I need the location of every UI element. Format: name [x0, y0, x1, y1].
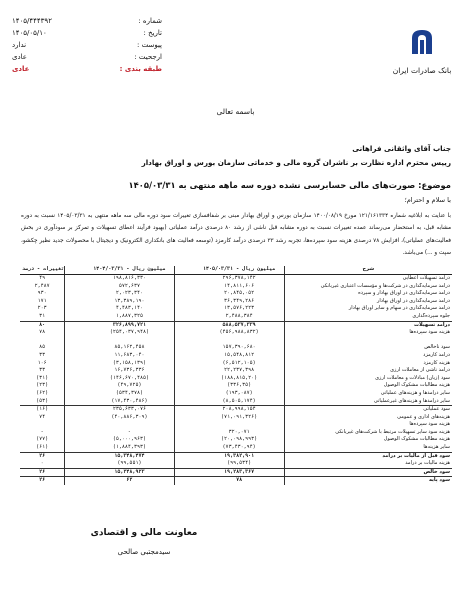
row-value-previous: (۱,۸۸۴,۳۹۳)	[85, 444, 175, 452]
row-title: جلوه سپرده‌گذاری	[412, 312, 450, 319]
row-value-previous: ۲,۰۲۳,۳۴۰	[85, 290, 175, 298]
table-row	[20, 352, 452, 360]
row-value-previous: ۵۷۲,۶۳۷	[85, 283, 175, 291]
meta-label: تاریخ :	[143, 29, 162, 37]
row-change-percent: ۱۷۱	[20, 298, 65, 306]
meta-row	[12, 51, 162, 63]
row-title: درآمد تسهیلات	[284, 321, 452, 329]
row-title: سود (زیان) مبادلات و معاملات ارزی	[375, 374, 450, 381]
table-row	[20, 375, 452, 383]
meta-label: شماره :	[138, 17, 162, 25]
row-title: سود عملیاتی	[284, 406, 452, 414]
row-change-percent: (۶۲)	[20, 390, 65, 398]
table-row	[20, 460, 452, 468]
meta-row	[12, 39, 162, 51]
row-value-previous: -	[85, 429, 175, 437]
row-value-current: (۶,۵۱۲,۱۰۵)	[195, 360, 285, 368]
row-value-previous: (۱۷,۴۳۰,۴۸۶)	[85, 398, 175, 406]
row-value-previous: ۱۵,۲۴۸,۹۲۳	[85, 468, 175, 477]
row-value-previous: ۳۲۶,۸۹۹,۷۲۱	[85, 321, 175, 329]
table-row	[20, 390, 452, 398]
row-value-current: (۷۱,۰۹۱,۳۲۶)	[195, 414, 285, 422]
row-title: درآمد سرمایه‌گذاری در اوراق بهادار و سپرده	[358, 290, 450, 297]
row-title: سود قبل از مالیات بر درآمد	[284, 452, 452, 460]
table-row	[20, 398, 452, 406]
row-title: هزینه کارمزد	[423, 359, 450, 366]
row-change-percent: ۳۳	[20, 367, 65, 375]
col-header-change: تغییرات - درصد	[20, 266, 65, 275]
row-title: درآمد سرمایه‌گذاری در اوراق بهادار	[376, 297, 450, 304]
bank-saderat-logo-icon	[406, 26, 438, 58]
row-title	[284, 337, 452, 345]
row-change-percent: ۰	[20, 460, 65, 468]
meta-row	[12, 63, 162, 75]
row-title: درآمد سرمایه‌گذاری در شرکت‌ها و مؤسسات اعتباری غیربانکی	[320, 282, 450, 289]
meta-value: ۱۴۰۵/۰۵/۱۰	[12, 29, 47, 37]
row-value-current: ۳۶,۳۴۹,۲۸۶	[195, 298, 285, 306]
table-row	[20, 283, 452, 291]
letter-subject: موضوع: صورت‌های مالی حسابرسی نشده دوره سه ماهه منتهی به ۱۴۰۵/۰۳/۳۱	[128, 180, 451, 190]
table-row	[20, 452, 452, 460]
row-value-current: ۱۹,۲۸۳,۳۶۷	[195, 468, 285, 477]
row-value-previous: (۹۹,۵۵۱)	[85, 460, 175, 468]
row-value-current: ۱۴,۸۱۱,۶۰۶	[195, 283, 285, 291]
row-value-previous: ۴,۴۸۳,۱۴۰	[85, 305, 175, 313]
financial-table-wrap	[20, 266, 452, 485]
signature-name: سیدمجتبی صالحی	[117, 548, 171, 556]
table-row	[20, 444, 452, 452]
row-value-current: ۷۸	[195, 477, 285, 485]
row-value-previous: ۲۳۵,۶۳۳,۰۷۶	[85, 406, 175, 414]
row-value-previous: ۸۵,۱۶۲,۴۵۸	[85, 344, 175, 352]
table-row	[20, 313, 452, 321]
row-change-percent: ۱۰۶	[20, 360, 65, 368]
addressee-name: جناب آقای واثقانی فراهانی	[352, 144, 451, 153]
row-change-percent: ۸۰	[20, 321, 65, 329]
row-title: درآمد تسهیلات اعطایی	[402, 275, 450, 281]
row-value-current: ۲۰,۸۴۵,۰۵۲	[195, 290, 285, 298]
meta-row	[12, 15, 162, 27]
row-value-current: (۲۰,۰۹۸,۹۹۳)	[195, 436, 285, 444]
row-value-current: (۸,۵۰۵,۱۷۴)	[195, 398, 285, 406]
addressee-title: رییس محترم اداره نظارت بر ناشران گروه مالی و خدماتی سازمان بورس و اوراق بهادار	[141, 158, 451, 167]
row-change-percent: ۲۶	[20, 477, 65, 485]
row-title: سود ناخالص	[424, 344, 450, 351]
row-title: هزینه مطالبات مشکوک الوصول	[383, 382, 450, 389]
greeting: با سلام و احترام؛	[404, 196, 451, 204]
row-value-previous: ۱۵,۳۴۸,۴۷۴	[85, 452, 175, 460]
row-change-percent: ۳۳	[20, 352, 65, 360]
row-value-current: ۲۲,۲۳۷,۳۹۸	[195, 367, 285, 375]
row-value-previous: ۱,۸۸۷,۳۲۵	[85, 313, 175, 321]
meta-label: ارجحیت :	[134, 53, 162, 61]
row-value-previous: (۳,۱۵۸,۱۳۹)	[85, 360, 175, 368]
col-header-description: شرح	[284, 266, 452, 275]
row-title: سایر هزینه‌ها	[423, 444, 450, 451]
row-change-percent: (۵۳)	[20, 398, 65, 406]
row-change-percent: ۷۸	[20, 329, 65, 337]
row-title: هزینه مالیات بر درآمد	[405, 460, 450, 467]
row-value-current	[195, 337, 285, 345]
row-change-percent: (۷۷)	[20, 436, 65, 444]
meta-value: عادی	[12, 53, 27, 61]
row-value-current: ۱۵,۵۴۸,۸۱۲	[195, 352, 285, 360]
row-title: سایر درآمدها و هزینه‌های غیرعملیاتی	[373, 397, 450, 404]
bank-name: بانک صادرات ایران	[392, 66, 452, 75]
row-value-previous: (۲۵۴,۰۳۷,۹۴۸)	[85, 329, 175, 337]
meta-value: ۱۴۰۵/۴۴۴۳۹۲	[12, 17, 52, 25]
row-value-current: ۵۸۸,۵۳۷,۳۳۹	[195, 321, 285, 329]
row-value-previous: (۵,۰۰۰,۹۶۳)	[85, 436, 175, 444]
table-row	[20, 406, 452, 414]
row-value-previous: ۱۹۸,۸۱۶,۳۳۰	[85, 275, 175, 283]
signature-title: معاونت مالی و اقتصادی	[90, 528, 198, 538]
row-change-percent: ۲۶	[20, 468, 65, 477]
row-change-percent: ۳۱	[20, 313, 65, 321]
row-change-percent: (۳۱)	[20, 375, 65, 383]
letter-body: با عنایت به ابلاغیه شماره ۱۲۱/۱۶۱۳۳۴ مورخ ۱۴۰۰/۰۸/۱۹ سازمان بورس و اوراق بهادار مبنی بر شفافسازی تغییرات سود دوره مالی سه ماهه منتهی به ۱۴۰۵/۰۳/۳۱ نسبت به دوره مشابه قبل، به استحضار می‌رساند عمده تغییرات نسبت به دوره مشابه قبل ناشی از رشد ۸۰ درصدی درآمد عملیاتی (بهبود فرآیند اعطای تسهیلات و تمرکز بر سودآوری در بخش فعالیت‌های عملیاتی)، افزایش ۷۸ درصدی هزینه سود سپرده‌ها، تجربه رشد ۳۳ درصدی درآمد کارمزد (توسعه فعالیت های بانکداری الکترونیک و دیجیتال با محصولات جدید نظیر چکشو، سپت و ...) می‌باشد.	[21, 213, 452, 256]
row-title: هزینه مطالبات مشکوک الوصول	[383, 436, 450, 443]
table-row	[20, 360, 452, 368]
row-value-previous	[85, 337, 175, 345]
row-value-current: (۷۳,۴۳۰,۹۴)	[195, 444, 285, 452]
row-title: درآمد کارمزد	[423, 351, 450, 358]
row-value-previous: ۱۱,۶۸۳,۰۴۰	[85, 352, 175, 360]
row-change-percent: ۲۶	[20, 452, 65, 460]
row-change-percent: (۶۱)	[20, 444, 65, 452]
row-change-percent: (۱۶)	[20, 406, 65, 414]
row-title: هزینه‌های اداری و عمومی	[397, 413, 450, 420]
meta-label: پیوست :	[137, 41, 162, 49]
row-change-percent: ۲۰۳	[20, 305, 65, 313]
table-header-row	[20, 266, 452, 275]
meta-value: عادی	[12, 65, 30, 73]
table-row	[20, 436, 452, 444]
row-title: هزینه سود سپرده‌ها	[409, 421, 450, 428]
row-value-current: ۲۹۶,۳۷۸,۱۴۲	[195, 275, 285, 283]
row-value-current: ۳۲۰,۰۷۱	[195, 429, 285, 437]
table-row	[20, 290, 452, 298]
basmala: باسمه تعالی	[216, 107, 255, 116]
table-row	[20, 337, 452, 345]
row-value-current: (۴۵۶,۹۸۸,۸۳۲)	[195, 329, 285, 337]
row-title: هزینه سود سپرده‌ها	[409, 329, 450, 336]
row-value-previous	[85, 421, 175, 429]
row-value-current: (۹۹,۵۳۴)	[195, 460, 285, 468]
row-value-current: ۱۳,۵۷۶,۲۲۳	[195, 305, 285, 313]
row-value-previous: ۶۲	[85, 477, 175, 485]
meta-value: ندارد	[12, 41, 27, 49]
row-value-previous: ۱۳,۳۸۹,۱۹۰	[85, 298, 175, 306]
row-title: هزینه سود سایر تسهیلات مرتبط با شرکت‌های غیربانکی	[335, 428, 450, 435]
row-title: درآمد ناشی از معاملات ارزی	[390, 367, 450, 374]
row-value-previous: ۱۶,۷۳۶,۳۳۶	[85, 367, 175, 375]
table-row	[20, 367, 452, 375]
row-value-current: ۱۵۷,۳۹۰,۶۸۰	[195, 344, 285, 352]
row-value-previous: (۱۴۶,۶۷۰,۴۸۵)	[85, 375, 175, 383]
row-value-current: (۱۹۳,۰۸۷)	[195, 390, 285, 398]
row-change-percent: ۷۴	[20, 414, 65, 422]
row-value-current: (۳۳۶,۳۵)	[195, 382, 285, 390]
bank-logo	[387, 26, 457, 75]
table-row	[20, 421, 452, 429]
row-change-percent: -	[20, 429, 65, 437]
row-change-percent: ۹۳۰	[20, 290, 65, 298]
table-row	[20, 382, 452, 390]
table-row	[20, 275, 452, 283]
meta-label: طبقه بندی :	[119, 65, 162, 73]
row-change-percent: (۲۳)	[20, 382, 65, 390]
row-value-current: ۲۰۸,۹۹۸,۱۵۴	[195, 406, 285, 414]
row-value-previous: (۴۹,۷۲۵)	[85, 382, 175, 390]
row-value-current	[195, 421, 285, 429]
row-value-current: ۲,۴۸۸,۳۸۴	[195, 313, 285, 321]
row-change-percent	[20, 421, 65, 429]
row-change-percent	[20, 337, 65, 345]
table-row	[20, 344, 452, 352]
letter-meta	[12, 15, 162, 75]
col-header-current: ۱۴۰۵/۰۳/۳۱ - میلیون ریال	[195, 266, 285, 275]
row-value-previous: (۴۰,۸۸۶,۳۰۹)	[85, 414, 175, 422]
row-value-current: ۱۹,۳۸۲,۹۰۱	[195, 452, 285, 460]
meta-row	[12, 27, 162, 39]
row-title: سود پایه	[284, 477, 452, 485]
row-title: درآمد سرمایه‌گذاری در سهام و سایر اوراق بهادار	[348, 305, 450, 312]
row-change-percent: ۴۹	[20, 275, 65, 283]
row-title: سایر درآمدها و هزینه‌های عملیاتی	[380, 389, 450, 396]
table-row	[20, 321, 452, 329]
financial-table	[20, 266, 452, 485]
table-row	[20, 429, 452, 437]
row-title: سود خالص	[284, 468, 452, 477]
table-row	[20, 477, 452, 485]
col-header-previous: ۱۴۰۴/۰۳/۳۱ - میلیون ریال	[85, 266, 175, 275]
table-row	[20, 329, 452, 337]
table-row	[20, 414, 452, 422]
row-change-percent: ۲,۴۸۷	[20, 283, 65, 291]
row-change-percent: ۸۵	[20, 344, 65, 352]
table-row	[20, 298, 452, 306]
table-row	[20, 305, 452, 313]
row-value-current: (۱۸۸,۸۱۵,۲۰)	[195, 375, 285, 383]
table-row	[20, 468, 452, 477]
row-value-previous: (۵۳۴,۳۷۸)	[85, 390, 175, 398]
